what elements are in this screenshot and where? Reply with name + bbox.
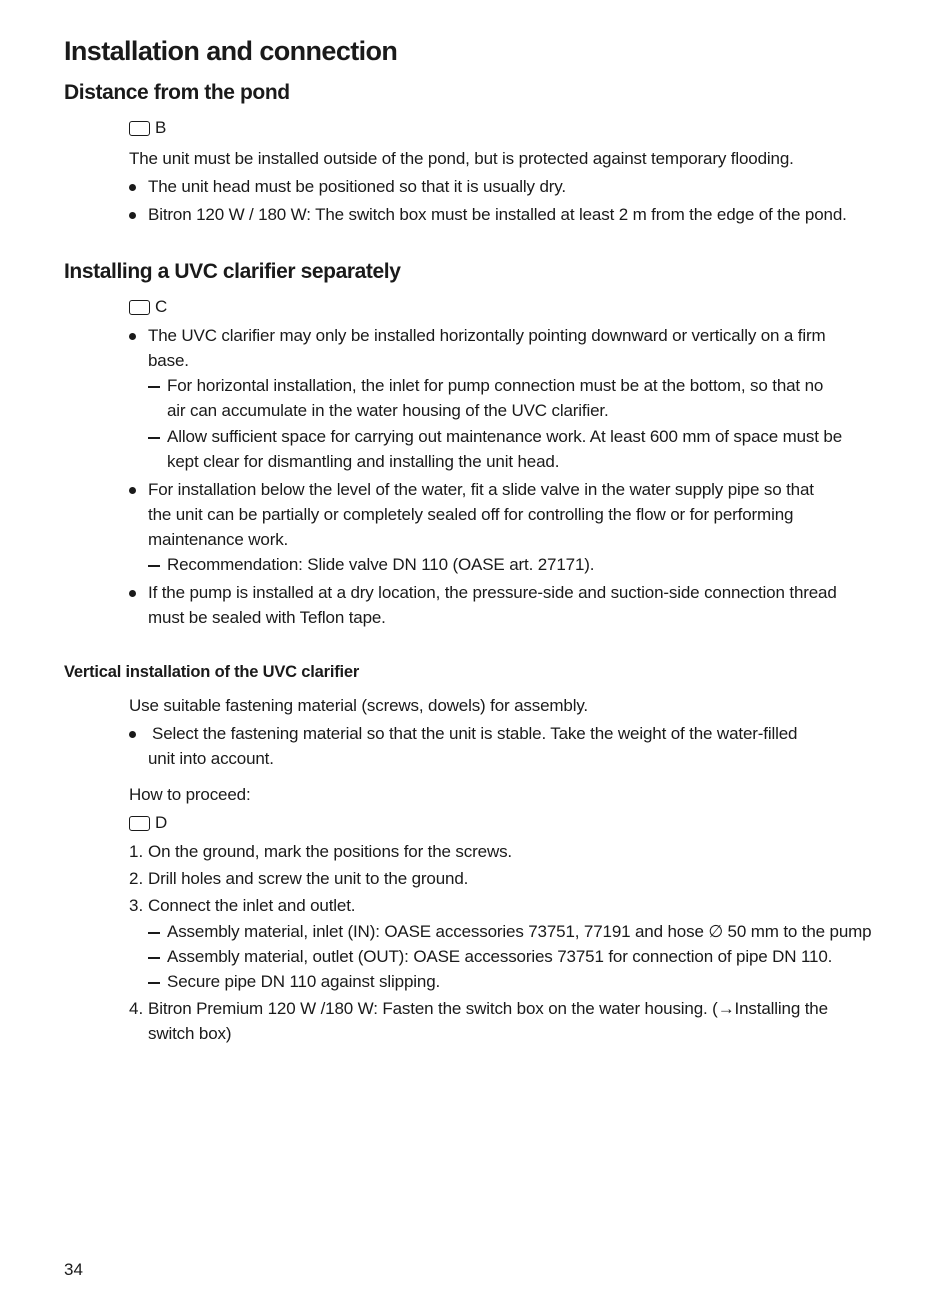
sub-item: For horizontal installation, the inlet for pump connection must be at the bottom, so that no (167, 376, 824, 395)
step-number: 3. (129, 896, 144, 915)
step-text: Connect the inlet and outlet. (148, 896, 356, 915)
paragraph: How to proceed: (129, 785, 251, 804)
sub-item: Recommendation: Slide valve DN 110 (OASE art. 27171). (167, 555, 595, 574)
list-item: Select the fastening material so that the unit is stable. Take the weight of the water-filled (152, 724, 798, 743)
list-item: If the pump is installed at a dry location, the pressure-side and suction-side connection thread (148, 583, 837, 602)
dash-icon (148, 957, 160, 959)
step-text: On the ground, mark the positions for the screws. (148, 842, 512, 861)
dash-icon (148, 437, 160, 439)
figure-icon (129, 121, 150, 136)
section-heading-vertical: Vertical installation of the UVC clarifier (64, 663, 360, 681)
paragraph: The unit must be installed outside of the pond, but is protected against temporary flooding. (129, 149, 794, 168)
figure-letter: C (155, 297, 168, 316)
page-number: 34 (64, 1260, 83, 1279)
dash-icon (148, 565, 160, 567)
bullet-icon (129, 731, 136, 738)
list-item-cont: unit into account. (148, 749, 274, 768)
sub-item: Assembly material, outlet (OUT): OASE accessories 73751 for connection of pipe DN 110. (167, 947, 833, 966)
figure-ref-c (129, 296, 167, 318)
bullet-icon (129, 212, 136, 219)
paragraph: Use suitable fastening material (screws, dowels) for assembly. (129, 696, 589, 715)
list-item-cont: maintenance work. (148, 530, 289, 549)
bullet-icon (129, 590, 136, 597)
list-item-cont: the unit can be partially or completely sealed off for controlling the flow or for performing (148, 505, 794, 524)
list-item-cont: base. (148, 351, 189, 370)
step-number: 2. (129, 869, 144, 888)
dash-icon (148, 982, 160, 984)
figure-letter: B (155, 118, 167, 137)
dash-icon (148, 386, 160, 388)
list-item: The unit head must be positioned so that it is usually dry. (148, 177, 566, 196)
list-item: The UVC clarifier may only be installed horizontally pointing downward or vertically on a firm (148, 326, 826, 345)
dash-icon (148, 932, 160, 934)
bullet-icon (129, 184, 136, 191)
figure-icon (129, 300, 150, 315)
figure-letter: D (155, 813, 168, 832)
sub-item: Assembly material, inlet (IN): OASE accessories 73751, 77191 and hose ∅ 50 mm to the pump (167, 922, 872, 941)
section-heading-distance: Distance from the pond (64, 81, 290, 104)
sub-item-cont: kept clear for dismantling and installing the unit head. (167, 452, 560, 471)
figure-icon (129, 816, 150, 831)
figure-ref-b (129, 117, 166, 139)
sub-item: Allow sufficient space for carrying out maintenance work. At least 600 mm of space must be (167, 427, 843, 446)
step-text: Bitron Premium 120 W /180 W: Fasten the switch box on the water housing. (→Installing the (148, 999, 828, 1018)
list-item: Bitron 120 W / 180 W: The switch box must be installed at least 2 m from the edge of the pond. (148, 205, 847, 224)
step-number: 1. (129, 842, 144, 861)
page-title: Installation and connection (64, 36, 398, 66)
bullet-icon (129, 487, 136, 494)
figure-ref-d (129, 812, 167, 834)
section-heading-separate: Installing a UVC clarifier separately (64, 260, 401, 283)
step-text: Drill holes and screw the unit to the ground. (148, 869, 469, 888)
sub-item-cont: air can accumulate in the water housing of the UVC clarifier. (167, 401, 609, 420)
list-item: For installation below the level of the water, fit a slide valve in the water supply pipe so that (148, 480, 814, 499)
step-text-cont: switch box) (148, 1024, 232, 1043)
sub-item: Secure pipe DN 110 against slipping. (167, 972, 441, 991)
step-number: 4. (129, 999, 144, 1018)
list-item-cont: must be sealed with Teflon tape. (148, 608, 386, 627)
bullet-icon (129, 333, 136, 340)
